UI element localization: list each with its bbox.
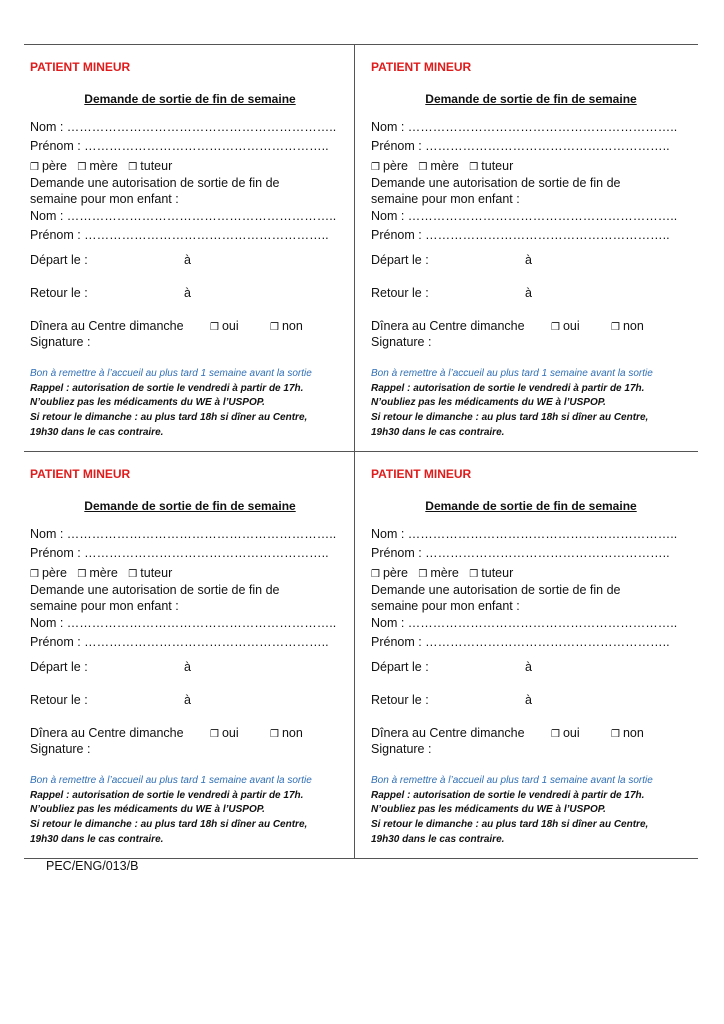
request-text-line1: Demande une autorisation de sortie de fin de [371, 176, 621, 190]
departure-time-label: à [184, 253, 191, 267]
parent-name-field[interactable]: Nom : ……………………………………………………….. [30, 120, 337, 134]
parent-firstname-field[interactable]: Prénom : ………………………………………………….. [30, 546, 329, 560]
signature-field[interactable]: Signature : [30, 742, 91, 756]
dinner-label: Dînera au Centre dimanche [371, 726, 525, 740]
dinner-row [30, 726, 350, 740]
form-title: Demande de sortie de fin de semaine [84, 92, 296, 106]
departure-row[interactable] [30, 253, 350, 267]
return-time-label: à [184, 693, 191, 707]
checkbox-label: tuteur [140, 159, 173, 173]
document-code: PEC/ENG/013/B [46, 859, 139, 873]
reminder-line1: Rappel : autorisation de sortie le vendredi à partir de 17h. [371, 790, 645, 801]
reminder-line2: N’oubliez pas les médicaments du WE à l’USPOP. [371, 804, 606, 815]
checkbox-label: mère [430, 566, 459, 580]
checkbox-tuteur[interactable] [469, 159, 513, 173]
checkbox-oui[interactable] [551, 319, 580, 333]
checkbox-label: tuteur [481, 566, 514, 580]
signature-field[interactable]: Signature : [371, 335, 432, 349]
return-label: Retour le : [30, 693, 88, 707]
child-name-field[interactable]: Nom : ……………………………………………………….. [30, 616, 337, 630]
center-divider [354, 44, 355, 858]
child-firstname-field[interactable]: Prénom : ………………………………………………….. [30, 635, 329, 649]
checkbox-icon: ❒ [611, 729, 620, 740]
checkbox-label: mère [430, 159, 459, 173]
form-heading: PATIENT MINEUR [371, 467, 472, 481]
checkbox-label: père [382, 159, 408, 173]
request-text-line2: semaine pour mon enfant : [30, 599, 179, 613]
form-title: Demande de sortie de fin de semaine [425, 499, 637, 513]
departure-row[interactable] [371, 253, 691, 267]
checkbox-mere[interactable] [77, 566, 117, 580]
request-text-line1: Demande une autorisation de sortie de fin de [30, 583, 280, 597]
submission-note: Bon à remettre à l’accueil au plus tard 1 semaine avant la sortie [371, 775, 653, 786]
checkbox-label: père [382, 566, 408, 580]
reminder-line3: Si retour le dimanche : au plus tard 18h si dîner au Centre, [371, 412, 649, 423]
parent-role-row [30, 566, 172, 580]
request-text-line1: Demande une autorisation de sortie de fin de [30, 176, 280, 190]
checkbox-icon: ❒ [270, 729, 279, 740]
submission-note: Bon à remettre à l’accueil au plus tard 1 semaine avant la sortie [30, 368, 312, 379]
form-heading: PATIENT MINEUR [30, 60, 131, 74]
checkbox-label: non [281, 319, 303, 333]
child-name-field[interactable]: Nom : ……………………………………………………….. [30, 209, 337, 223]
dinner-row [371, 726, 691, 740]
parent-firstname-field[interactable]: Prénom : ………………………………………………….. [371, 546, 670, 560]
child-firstname-field[interactable]: Prénom : ………………………………………………….. [371, 635, 670, 649]
departure-label: Départ le : [30, 660, 88, 674]
return-label: Retour le : [371, 693, 429, 707]
checkbox-icon: ❒ [611, 322, 620, 333]
checkbox-label: non [622, 726, 644, 740]
reminder-line3: Si retour le dimanche : au plus tard 18h si dîner au Centre, [30, 819, 308, 830]
dinner-label: Dînera au Centre dimanche [371, 319, 525, 333]
departure-time-label: à [525, 253, 532, 267]
checkbox-icon: ❒ [418, 162, 428, 173]
checkbox-icon: ❒ [210, 322, 219, 333]
request-text-line2: semaine pour mon enfant : [371, 192, 520, 206]
checkbox-label: tuteur [481, 159, 514, 173]
departure-row[interactable] [371, 660, 691, 674]
return-time-label: à [525, 693, 532, 707]
departure-label: Départ le : [371, 660, 429, 674]
parent-name-field[interactable]: Nom : ……………………………………………………….. [30, 527, 337, 541]
checkbox-icon: ❒ [128, 569, 138, 580]
parent-name-field[interactable]: Nom : ……………………………………………………….. [371, 527, 678, 541]
checkbox-pere[interactable] [371, 159, 408, 173]
dinner-row [371, 319, 691, 333]
reminder-line2: N’oubliez pas les médicaments du WE à l’USPOP. [30, 804, 265, 815]
checkbox-non[interactable] [270, 726, 303, 740]
reminder-line1: Rappel : autorisation de sortie le vendredi à partir de 17h. [371, 383, 645, 394]
signature-field[interactable]: Signature : [371, 742, 432, 756]
dinner-label: Dînera au Centre dimanche [30, 726, 184, 740]
reminder-line4: 19h30 dans le cas contraire. [30, 834, 164, 845]
reminder-line4: 19h30 dans le cas contraire. [30, 427, 164, 438]
form-heading: PATIENT MINEUR [371, 60, 472, 74]
checkbox-pere[interactable] [30, 159, 67, 173]
reminder-line1: Rappel : autorisation de sortie le vendredi à partir de 17h. [30, 790, 304, 801]
checkbox-non[interactable] [270, 319, 303, 333]
return-row[interactable] [371, 693, 691, 707]
checkbox-label: oui [221, 319, 239, 333]
checkbox-label: tuteur [140, 566, 173, 580]
checkbox-pere[interactable] [371, 566, 408, 580]
checkbox-icon: ❒ [270, 322, 279, 333]
checkbox-icon: ❒ [210, 729, 219, 740]
form-title: Demande de sortie de fin de semaine [84, 499, 296, 513]
checkbox-tuteur[interactable] [128, 159, 172, 173]
checkbox-non[interactable] [611, 726, 644, 740]
checkbox-label: mère [89, 566, 118, 580]
return-label: Retour le : [371, 286, 429, 300]
departure-label: Départ le : [30, 253, 88, 267]
top-rule [24, 44, 698, 45]
departure-label: Départ le : [371, 253, 429, 267]
checkbox-tuteur[interactable] [469, 566, 513, 580]
checkbox-label: non [281, 726, 303, 740]
checkbox-label: oui [221, 726, 239, 740]
checkbox-label: non [622, 319, 644, 333]
checkbox-mere[interactable] [418, 566, 458, 580]
checkbox-icon: ❒ [371, 162, 380, 173]
checkbox-icon: ❒ [551, 322, 560, 333]
form-heading: PATIENT MINEUR [30, 467, 131, 481]
reminder-line3: Si retour le dimanche : au plus tard 18h si dîner au Centre, [371, 819, 649, 830]
checkbox-icon: ❒ [128, 162, 138, 173]
parent-role-row [371, 566, 513, 580]
reminder-line4: 19h30 dans le cas contraire. [371, 834, 505, 845]
child-name-field[interactable]: Nom : ……………………………………………………….. [371, 209, 678, 223]
request-text-line2: semaine pour mon enfant : [30, 192, 179, 206]
child-firstname-field[interactable]: Prénom : ………………………………………………….. [371, 228, 670, 242]
child-name-field[interactable]: Nom : ……………………………………………………….. [371, 616, 678, 630]
return-label: Retour le : [30, 286, 88, 300]
checkbox-mere[interactable] [77, 159, 117, 173]
parent-name-field[interactable]: Nom : ……………………………………………………….. [371, 120, 678, 134]
checkbox-icon: ❒ [371, 569, 380, 580]
departure-time-label: à [184, 660, 191, 674]
checkbox-label: oui [562, 726, 580, 740]
checkbox-icon: ❒ [77, 569, 87, 580]
dinner-label: Dînera au Centre dimanche [30, 319, 184, 333]
checkbox-label: oui [562, 319, 580, 333]
checkbox-label: mère [89, 159, 118, 173]
form-title: Demande de sortie de fin de semaine [425, 92, 637, 106]
reminder-line2: N’oubliez pas les médicaments du WE à l’USPOP. [30, 397, 265, 408]
checkbox-non[interactable] [611, 319, 644, 333]
checkbox-oui[interactable] [210, 319, 239, 333]
checkbox-icon: ❒ [30, 569, 39, 580]
reminder-line1: Rappel : autorisation de sortie le vendredi à partir de 17h. [30, 383, 304, 394]
dinner-row [30, 319, 350, 333]
parent-role-row [371, 159, 513, 173]
departure-row[interactable] [30, 660, 350, 674]
checkbox-pere[interactable] [30, 566, 67, 580]
submission-note: Bon à remettre à l’accueil au plus tard 1 semaine avant la sortie [30, 775, 312, 786]
return-row[interactable] [30, 286, 350, 300]
reminder-line3: Si retour le dimanche : au plus tard 18h si dîner au Centre, [30, 412, 308, 423]
checkbox-icon: ❒ [469, 162, 479, 173]
signature-field[interactable]: Signature : [30, 335, 91, 349]
checkbox-icon: ❒ [30, 162, 39, 173]
checkbox-label: père [41, 566, 67, 580]
checkbox-icon: ❒ [551, 729, 560, 740]
parent-role-row [30, 159, 172, 173]
parent-firstname-field[interactable]: Prénom : ………………………………………………….. [371, 139, 670, 153]
middle-rule [24, 451, 698, 452]
checkbox-icon: ❒ [77, 162, 87, 173]
return-time-label: à [184, 286, 191, 300]
reminder-line2: N’oubliez pas les médicaments du WE à l’USPOP. [371, 397, 606, 408]
return-row[interactable] [371, 286, 691, 300]
departure-time-label: à [525, 660, 532, 674]
reminder-line4: 19h30 dans le cas contraire. [371, 427, 505, 438]
checkbox-mere[interactable] [418, 159, 458, 173]
request-text-line2: semaine pour mon enfant : [371, 599, 520, 613]
checkbox-oui[interactable] [551, 726, 580, 740]
child-firstname-field[interactable]: Prénom : ………………………………………………….. [30, 228, 329, 242]
parent-firstname-field[interactable]: Prénom : ………………………………………………….. [30, 139, 329, 153]
return-row[interactable] [30, 693, 350, 707]
submission-note: Bon à remettre à l’accueil au plus tard 1 semaine avant la sortie [371, 368, 653, 379]
checkbox-label: père [41, 159, 67, 173]
checkbox-icon: ❒ [418, 569, 428, 580]
request-text-line1: Demande une autorisation de sortie de fin de [371, 583, 621, 597]
checkbox-icon: ❒ [469, 569, 479, 580]
return-time-label: à [525, 286, 532, 300]
checkbox-tuteur[interactable] [128, 566, 172, 580]
checkbox-oui[interactable] [210, 726, 239, 740]
